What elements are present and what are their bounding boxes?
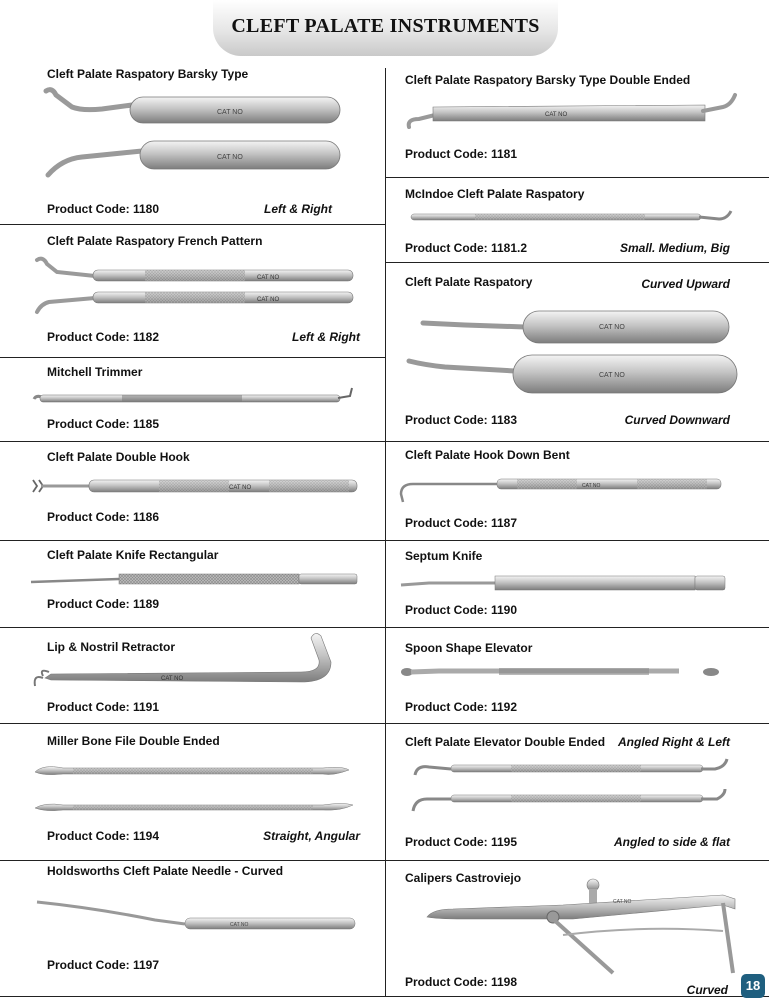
instrument-image bbox=[32, 387, 362, 411]
product-title: Spoon Shape Elevator bbox=[405, 641, 533, 655]
instrument-image bbox=[405, 91, 740, 137]
product-card-1197 bbox=[47, 864, 360, 972]
divider bbox=[0, 996, 769, 997]
instrument-image bbox=[405, 207, 735, 227]
product-note-top: Angled Right & Left bbox=[618, 735, 730, 749]
product-card-1194 bbox=[47, 734, 360, 843]
product-code: Product Code: 1182 bbox=[47, 330, 160, 344]
page-header bbox=[213, 0, 558, 56]
product-note: Straight, Angular bbox=[263, 829, 360, 843]
product-code: Product Code: 1185 bbox=[47, 417, 160, 431]
divider bbox=[386, 177, 769, 178]
svg-text:CAT NO: CAT NO bbox=[229, 485, 252, 491]
divider bbox=[386, 860, 769, 861]
instrument-image bbox=[35, 254, 355, 324]
product-card-1181-2 bbox=[405, 187, 730, 255]
product-card-1192 bbox=[405, 641, 730, 714]
product-note: Small. Medium, Big bbox=[619, 241, 730, 255]
product-code: Product Code: 1191 bbox=[47, 700, 160, 714]
product-title: Cleft Palate Raspatory bbox=[405, 275, 533, 289]
product-card-1191 bbox=[47, 640, 360, 714]
svg-text:CAT NO: CAT NO bbox=[257, 297, 280, 303]
product-code: Product Code: 1194 bbox=[47, 829, 160, 843]
product-code: Product Code: 1190 bbox=[405, 603, 518, 617]
product-title: Cleft Palate Raspatory Barsky Type bbox=[47, 67, 249, 81]
svg-text:CAT NO: CAT NO bbox=[230, 922, 249, 928]
product-code: Product Code: 1197 bbox=[47, 958, 160, 972]
divider bbox=[386, 540, 769, 541]
divider bbox=[0, 860, 385, 861]
instrument-image bbox=[399, 661, 729, 683]
product-title: Cleft Palate Elevator Double Ended bbox=[405, 735, 606, 749]
svg-text:CAT NO: CAT NO bbox=[613, 899, 632, 905]
divider bbox=[0, 224, 385, 225]
product-code: Product Code: 1183 bbox=[405, 413, 518, 427]
product-title: Calipers Castroviejo bbox=[405, 871, 522, 885]
instrument-image bbox=[397, 470, 727, 506]
product-note: Left & Right bbox=[264, 202, 332, 216]
divider bbox=[0, 357, 385, 358]
product-title: Cleft Palate Raspatory Barsky Type Double Ended bbox=[405, 73, 691, 87]
product-title: Miller Bone File Double Ended bbox=[47, 734, 220, 748]
product-card-1182 bbox=[47, 234, 360, 344]
product-card-1198 bbox=[405, 871, 730, 997]
product-code: Product Code: 1187 bbox=[405, 516, 518, 530]
svg-text:CAT NO: CAT NO bbox=[257, 275, 280, 281]
instrument-image bbox=[31, 632, 361, 702]
divider bbox=[386, 627, 769, 628]
product-title: Cleft Palate Hook Down Bent bbox=[405, 448, 570, 462]
divider bbox=[0, 627, 385, 628]
instrument-image bbox=[33, 758, 363, 818]
svg-text:CAT NO: CAT NO bbox=[217, 109, 243, 116]
page-number-badge: 18 bbox=[741, 974, 765, 998]
product-code: Product Code: 1195 bbox=[405, 835, 518, 849]
svg-text:CAT NO: CAT NO bbox=[217, 154, 243, 161]
product-title: Cleft Palate Knife Rectangular bbox=[47, 548, 219, 562]
divider bbox=[386, 262, 769, 263]
product-card-1190 bbox=[405, 549, 730, 617]
product-title: Lip & Nostril Retractor bbox=[47, 640, 176, 654]
divider bbox=[386, 441, 769, 442]
instrument-image bbox=[405, 305, 740, 405]
instrument-image bbox=[29, 474, 359, 500]
svg-text:CAT NO: CAT NO bbox=[545, 112, 568, 118]
divider bbox=[0, 441, 385, 442]
instrument-image bbox=[423, 875, 753, 975]
product-title: Mitchell Trimmer bbox=[47, 365, 143, 379]
product-title: Septum Knife bbox=[405, 549, 483, 563]
product-note: Curved Downward bbox=[624, 413, 730, 427]
instrument-image bbox=[411, 755, 741, 819]
product-code: Product Code: 1189 bbox=[47, 597, 160, 611]
svg-text:CAT NO: CAT NO bbox=[599, 324, 625, 331]
instrument-image bbox=[42, 85, 355, 195]
divider bbox=[0, 540, 385, 541]
instrument-image bbox=[399, 571, 729, 597]
svg-text:CAT NO: CAT NO bbox=[582, 483, 601, 489]
instrument-image bbox=[29, 570, 359, 590]
product-note: Left & Right bbox=[292, 330, 360, 344]
column-divider bbox=[385, 68, 386, 996]
product-card-1187 bbox=[405, 448, 730, 530]
divider bbox=[386, 723, 769, 724]
svg-text:CAT NO: CAT NO bbox=[161, 676, 184, 682]
product-code: Product Code: 1192 bbox=[405, 700, 518, 714]
product-card-1183 bbox=[405, 275, 730, 427]
product-note-top: Curved Upward bbox=[641, 277, 730, 291]
product-note: Curved bbox=[686, 983, 728, 997]
instrument-image bbox=[35, 896, 365, 936]
product-code: Product Code: 1186 bbox=[47, 510, 160, 524]
product-title: Holdsworths Cleft Palate Needle - Curved bbox=[47, 864, 284, 878]
product-card-1181 bbox=[405, 73, 735, 161]
product-card-1195 bbox=[405, 735, 730, 849]
product-card-1189 bbox=[47, 548, 360, 611]
product-code: Product Code: 1180 bbox=[47, 202, 160, 216]
product-code: Product Code: 1181 bbox=[405, 147, 518, 161]
product-code: Product Code: 1181.2 bbox=[405, 241, 528, 255]
svg-text:CAT NO: CAT NO bbox=[599, 372, 625, 379]
product-card-1186 bbox=[47, 450, 360, 524]
product-title: Cleft Palate Double Hook bbox=[47, 450, 190, 464]
product-title: McIndoe Cleft Palate Raspatory bbox=[405, 187, 585, 201]
product-card-1180 bbox=[47, 67, 360, 216]
divider bbox=[0, 723, 385, 724]
product-card-1185 bbox=[47, 365, 360, 431]
product-note: Angled to side & flat bbox=[613, 835, 730, 849]
product-title: Cleft Palate Raspatory French Pattern bbox=[47, 234, 263, 248]
product-code: Product Code: 1198 bbox=[405, 975, 518, 989]
page-title: CLEFT PALATE INSTRUMENTS bbox=[231, 15, 540, 37]
